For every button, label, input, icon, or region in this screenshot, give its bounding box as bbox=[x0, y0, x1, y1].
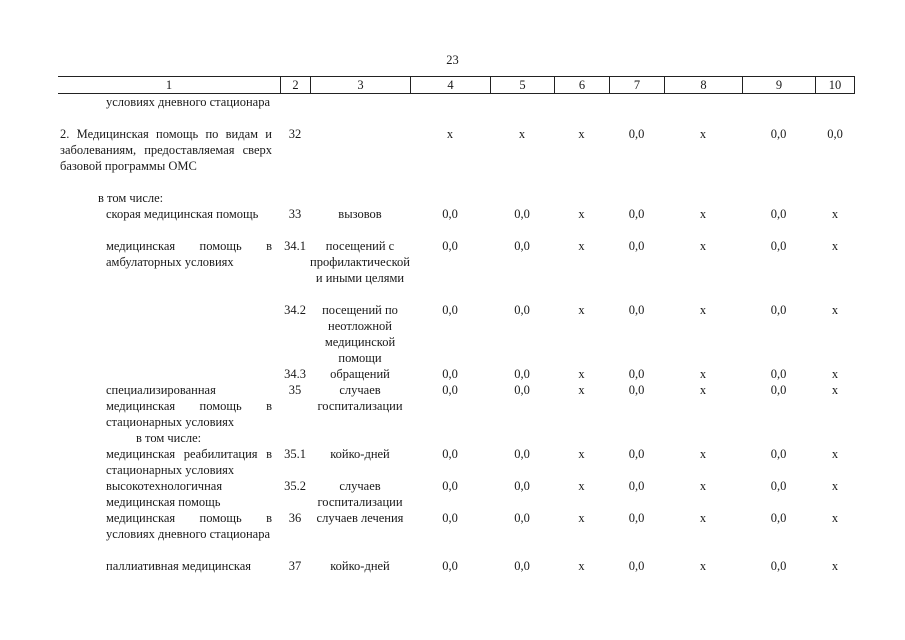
cell-col-3: посещений с профилактической и иными целями bbox=[310, 239, 410, 285]
cell-col-8: х bbox=[699, 127, 707, 141]
cell-col-9: 0,0 bbox=[770, 207, 787, 221]
cell-col-4: 0,0 bbox=[442, 383, 458, 397]
cell-col-10: х bbox=[831, 303, 839, 317]
cell-col-9: 0,0 bbox=[770, 383, 787, 397]
cell-col-8: х bbox=[699, 479, 707, 493]
header-col-6: 6 bbox=[554, 77, 609, 93]
cell-col-8: х bbox=[699, 559, 707, 573]
cell-col-8: х bbox=[699, 383, 707, 397]
header-col-10: 10 bbox=[815, 77, 855, 93]
cell-col-8: х bbox=[699, 367, 707, 381]
cell-col-3: койко-дней bbox=[330, 559, 390, 573]
cell-col-6: х bbox=[578, 127, 585, 141]
cell-col-6: х bbox=[578, 303, 585, 317]
cell-col-2: 35 bbox=[288, 383, 302, 397]
cell-col-2: 34.3 bbox=[284, 367, 306, 381]
cell-col-3: посещений по неотложной медицинской помощи bbox=[322, 303, 398, 365]
header-col-5: 5 bbox=[490, 77, 554, 93]
cell-col-10: х bbox=[831, 367, 839, 381]
cell-col-4: 0,0 bbox=[442, 447, 458, 461]
cell-col-2: 34.1 bbox=[284, 239, 306, 253]
cell-col-1: специализированная медицинская помощь в стационарных условиях bbox=[106, 383, 272, 429]
cell-col-2: 36 bbox=[288, 511, 302, 525]
header-col-4: 4 bbox=[410, 77, 490, 93]
cell-col-10: х bbox=[831, 383, 839, 397]
cell-col-4: 0,0 bbox=[442, 239, 458, 253]
cell-col-1: скорая медицинская помощь bbox=[106, 207, 259, 221]
cell-col-5: 0,0 bbox=[514, 559, 530, 573]
cell-col-4: 0,0 bbox=[442, 559, 458, 573]
cell-col-2: 33 bbox=[288, 207, 302, 221]
cell-col-9: 0,0 bbox=[770, 303, 787, 317]
cell-col-1: условиях дневного стационара bbox=[106, 95, 271, 109]
cell-col-3: койко-дней bbox=[330, 447, 390, 461]
cell-col-10: х bbox=[831, 239, 839, 253]
cell-col-9: 0,0 bbox=[770, 447, 787, 461]
cell-col-3: случаев госпитализации bbox=[317, 383, 403, 413]
cell-col-3: случаев госпитализации bbox=[317, 479, 403, 509]
cell-col-7: 0,0 bbox=[628, 383, 645, 397]
cell-col-2: 35.1 bbox=[284, 447, 306, 461]
cell-col-7: 0,0 bbox=[628, 303, 645, 317]
cell-col-2: 35.2 bbox=[284, 479, 306, 493]
cell-col-3: вызовов bbox=[338, 207, 382, 221]
cell-col-9: 0,0 bbox=[770, 367, 787, 381]
cell-col-5: 0,0 bbox=[514, 303, 530, 317]
cell-col-7: 0,0 bbox=[628, 479, 645, 493]
cell-col-7: 0,0 bbox=[628, 511, 645, 525]
cell-col-6: х bbox=[578, 367, 585, 381]
cell-col-2: 34.2 bbox=[284, 303, 306, 317]
cell-col-1: паллиативная медицинская bbox=[106, 559, 252, 573]
cell-col-6: х bbox=[578, 447, 585, 461]
cell-col-6: х bbox=[578, 559, 585, 573]
cell-col-5: 0,0 bbox=[514, 511, 530, 525]
cell-col-5: х bbox=[518, 127, 526, 141]
cell-col-10: х bbox=[831, 511, 839, 525]
cell-col-5: 0,0 bbox=[514, 383, 530, 397]
cell-col-1: медицинская реабилитация в стационарных условиях bbox=[106, 447, 272, 477]
cell-col-7: 0,0 bbox=[628, 239, 645, 253]
header-col-9: 9 bbox=[742, 77, 815, 93]
table-header bbox=[58, 76, 855, 94]
header-col-2: 2 bbox=[280, 77, 310, 93]
cell-col-4: 0,0 bbox=[442, 207, 458, 221]
cell-col-6: х bbox=[578, 207, 585, 221]
cell-col-6: х bbox=[578, 479, 585, 493]
cell-col-9: 0,0 bbox=[770, 127, 787, 141]
header-col-1: 1 bbox=[165, 78, 173, 92]
cell-col-5: 0,0 bbox=[514, 479, 530, 493]
cell-col-4: 0,0 bbox=[442, 479, 458, 493]
cell-col-10: 0,0 bbox=[827, 127, 843, 141]
cell-col-5: 0,0 bbox=[514, 447, 530, 461]
cell-col-5: 0,0 bbox=[514, 207, 530, 221]
cell-col-4: 0,0 bbox=[442, 303, 458, 317]
cell-col-10: х bbox=[831, 207, 839, 221]
cell-col-6: х bbox=[578, 239, 585, 253]
cell-col-1: в том числе: bbox=[136, 431, 202, 445]
cell-col-7: 0,0 bbox=[628, 447, 645, 461]
cell-col-7: 0,0 bbox=[628, 127, 645, 141]
cell-col-9: 0,0 bbox=[770, 559, 787, 573]
cell-col-8: х bbox=[699, 447, 707, 461]
cell-col-6: х bbox=[578, 383, 585, 397]
cell-col-9: 0,0 bbox=[770, 239, 787, 253]
cell-col-1: медицинская помощь в амбулаторных условиях bbox=[106, 239, 272, 269]
cell-col-10: х bbox=[831, 559, 839, 573]
cell-col-4: 0,0 bbox=[442, 511, 458, 525]
cell-col-5: 0,0 bbox=[514, 367, 530, 381]
header-col-7: 7 bbox=[609, 77, 664, 93]
cell-col-10: х bbox=[831, 479, 839, 493]
cell-col-8: х bbox=[699, 207, 707, 221]
cell-col-7: 0,0 bbox=[628, 207, 645, 221]
page-number: 23 bbox=[446, 53, 459, 67]
cell-col-1: высокотехнологичная медицинская помощь bbox=[106, 479, 223, 509]
cell-col-9: 0,0 bbox=[770, 511, 787, 525]
cell-col-4: х bbox=[446, 127, 454, 141]
header-col-8: 8 bbox=[664, 77, 742, 93]
cell-col-9: 0,0 bbox=[770, 479, 787, 493]
cell-col-5: 0,0 bbox=[514, 239, 530, 253]
cell-col-2: 37 bbox=[288, 559, 302, 573]
cell-col-10: х bbox=[831, 447, 839, 461]
cell-col-3: обращений bbox=[330, 367, 390, 381]
cell-col-1: в том числе: bbox=[98, 191, 164, 205]
cell-col-8: х bbox=[699, 511, 707, 525]
cell-col-8: х bbox=[699, 303, 707, 317]
cell-col-4: 0,0 bbox=[442, 367, 458, 381]
cell-col-7: 0,0 bbox=[628, 559, 645, 573]
cell-col-8: х bbox=[699, 239, 707, 253]
cell-col-1: медицинская помощь в условиях дневного стационара bbox=[106, 511, 272, 541]
cell-col-1: 2. Медицинская помощь по видам и заболеваниям, предоставляемая сверх базовой программы ОМС bbox=[60, 127, 272, 173]
cell-col-3: случаев лечения bbox=[316, 511, 404, 525]
header-col-3: 3 bbox=[310, 77, 410, 93]
cell-col-2: 32 bbox=[288, 127, 302, 141]
cell-col-7: 0,0 bbox=[628, 367, 645, 381]
cell-col-6: х bbox=[578, 511, 585, 525]
